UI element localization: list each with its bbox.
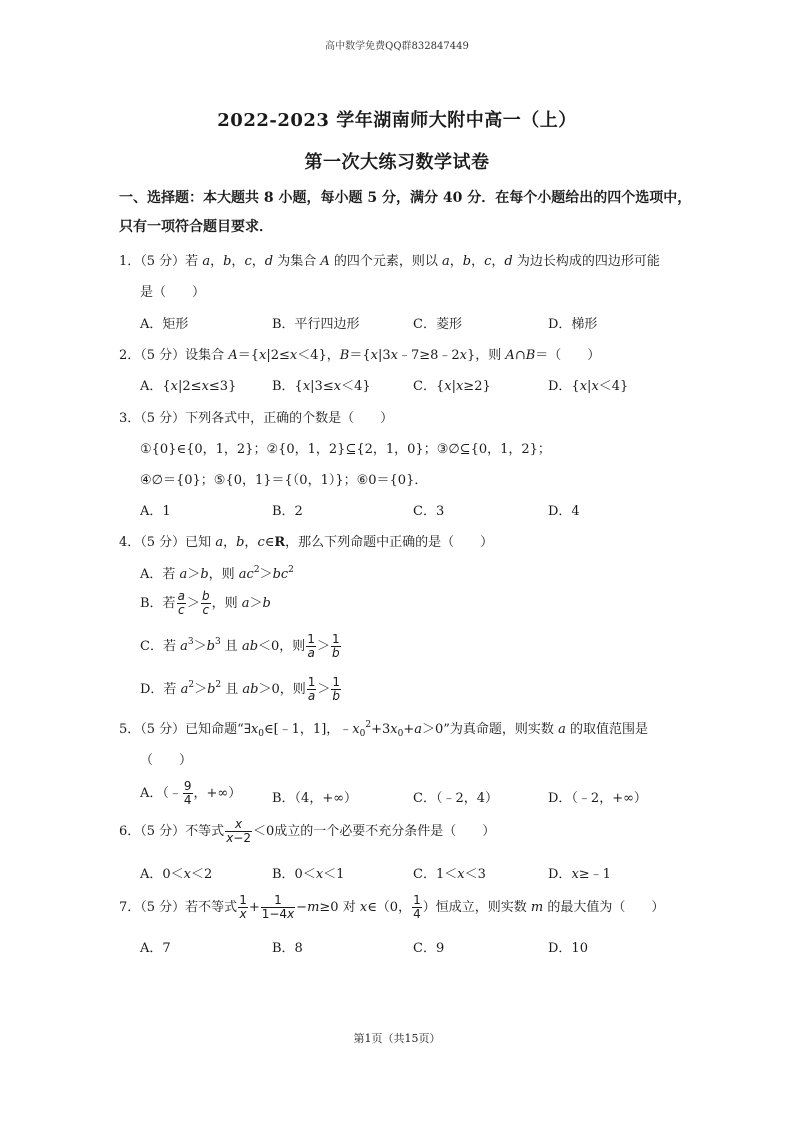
q3-option-a: A．1 [140,504,171,519]
q5-option-a: A．（﹣ $\frac{9}{4}$ ，+∞） [140,779,242,807]
q1-option-b: B．平行四边形 [272,317,360,332]
q7-option-a: A．7 [140,941,171,956]
question-1-stem: 1．（5 分）若 a，b，c，d 为集合 A 的四个元素，则以 a，b，c，d 为边长构成的四边形可能 [119,254,660,269]
q2-option-b: B．{x|3≤x＜4} [272,379,371,394]
q4-option-c: C．若 $a^3>b^3$ 且 ab＜0，则 $\frac{1}{a}$ ＞ $\frac{1}{b}$ [140,632,340,660]
q3-option-c: C．3 [413,504,445,519]
q7-option-b: B．8 [272,941,303,956]
q6-option-c: C．1＜x＜3 [413,867,486,882]
q2-option-d: D．{x|x＜4} [548,379,629,394]
q7-option-c: C．9 [413,941,445,956]
q4-option-a: A．若 a＞b，则 $ac^2>bc^2$ [140,565,294,582]
q4-option-d: D．若 $a^2>b^2$ 且 ab＞0，则 $\frac{1}{a}$ ＞ $\frac{1}{b}$ [140,675,341,703]
q6-option-d: D．x≥﹣1 [548,867,611,882]
q5-option-d: D．（﹣2，+∞） [548,791,647,806]
section-heading-line1: 一、选择题：本大题共 8 小题，每小题 5 分，满分 40 分．在每个小题给出的四个选项中， [119,190,692,206]
q3-option-b: B．2 [272,504,303,519]
page-footer: 第1页（共15页） [353,1032,441,1045]
question-7-stem: 7．（5 分）若不等式 $\frac{1}{x}$ + $\frac{1}{1-4x}$ −m≥0 对 x∈（0， $\frac{1}{4}$ ）恒成立，则实数 m 的最大值为（ ） [119,893,665,921]
question-1-stem-cont: 是（ ） [140,285,206,300]
q7-option-d: D．10 [548,941,588,956]
q2-option-a: A．{x|2≤x≤3} [140,379,237,394]
question-3-stem: 3．（5 分）下列各式中，正确的个数是（ ） [119,411,394,426]
question-5-stem-cont: （ ） [140,753,193,768]
q5-option-c: C．（﹣2，4） [413,791,498,806]
header-note: 高中数学免费QQ群832847449 [325,41,469,52]
question-3-items-2: ④∅＝{0}；⑤{0，1}＝{（0，1）}；⑥0＝{0}． [140,473,428,488]
q6-option-b: B．0＜x＜1 [272,867,345,882]
q4-option-b: B．若 $\frac{a}{c}$ ＞ $\frac{b}{c}$ ，则 a＞b [140,589,271,617]
question-6-stem: 6．（5 分）不等式 $\frac{x}{x-2}$ ＜0成立的一个必要不充分条件是（ ） [119,817,496,845]
q3-option-d: D．4 [548,504,580,519]
question-4-stem: 4．（5 分）已知 a，b，c∈R，那么下列命题中正确的是（ ） [119,535,494,550]
page-title: 2022-2023 学年湖南师大附中高一（上） [217,110,577,131]
q5-option-b: B．（4，+∞） [272,791,358,806]
question-3-items-1: ①{0}∈{0，1，2}；②{0，1，2}⊆{2，1，0}；③∅⊆{0，1，2}； [140,442,551,457]
section-heading-line2: 只有一项符合题目要求． [119,219,273,235]
q2-option-c: C．{x|x≥2} [413,379,491,394]
q6-option-a: A．0＜x＜2 [140,867,213,882]
question-2-stem: 2．（5 分）设集合 A＝{x|2≤x＜4}，B＝{x|3x﹣7≥8﹣2x}，则 A∩B＝（ ） [119,348,601,363]
question-5-stem: 5．（5 分）已知命题“$\exists x_0\in[﹣1$，1]，$﹣x_0^2+3x_0+a>0$”为真命题，则实数 a 的取值范围是 [119,720,648,739]
q1-option-d: D．梯形 [548,317,598,332]
page-subtitle: 第一次大练习数学试卷 [304,152,490,173]
q1-option-a: A．矩形 [140,317,189,332]
q1-option-c: C．菱形 [413,317,462,332]
